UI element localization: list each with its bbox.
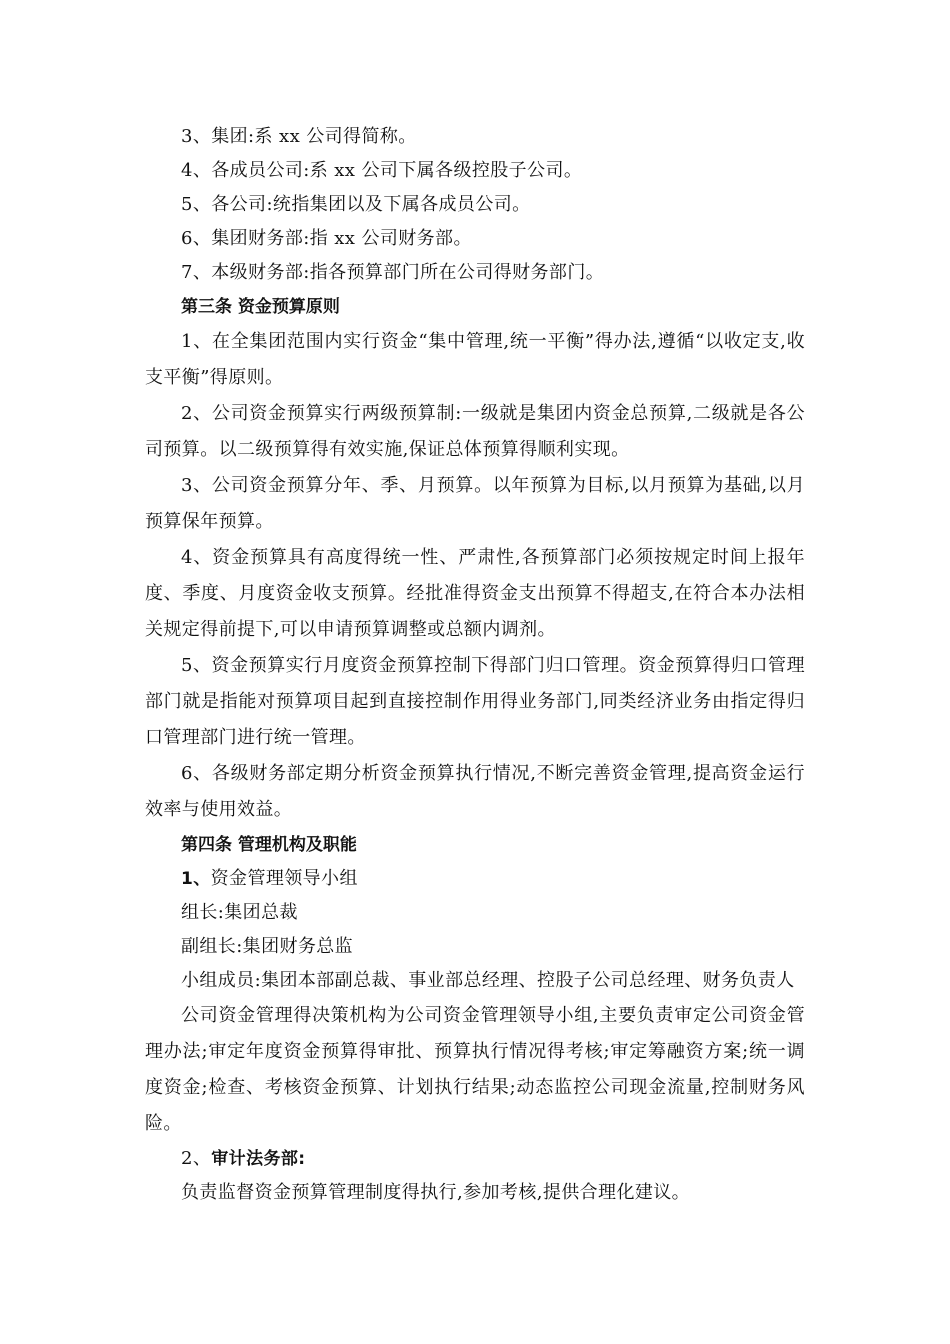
group-1-title-text: 资金管理领导小组 <box>210 868 358 889</box>
group-1-title <box>145 862 805 896</box>
article-3-item: 3、公司资金预算分年、季、月预算。以年预算为目标,以月预算为基础,以月预算保年预算。 <box>145 475 805 532</box>
article-3-heading: 第三条 资金预算原则 <box>181 297 340 317</box>
group-1-leader: 组长:集团总裁 <box>181 902 298 923</box>
group-1-number: 1、 <box>181 869 211 889</box>
group-2-title <box>145 1142 805 1176</box>
group-2-duties: 负责监督资金预算管理制度得执行,参加考核,提供合理化建议。 <box>181 1182 691 1203</box>
definition-item: 5、各公司:统指集团以及下属各成员公司。 <box>181 194 531 215</box>
group-1-members: 小组成员:集团本部副总裁、事业部总经理、控股子公司总经理、财务负责人 <box>181 970 795 991</box>
article-3-item: 6、各级财务部定期分析资金预算执行情况,不断完善资金管理,提高资金运行效率与使用效益。 <box>145 763 805 820</box>
group-1-deputy: 副组长:集团财务总监 <box>181 936 354 957</box>
definition-item: 3、集团:系 xx 公司得简称。 <box>181 126 417 147</box>
article-3-item: 4、资金预算具有高度得统一性、严肃性,各预算部门必须按规定时间上报年度、季度、月度资金收支预算。经批准得资金支出预算不得超支,在符合本办法相关规定得前提下,可以申请预算调整或总额内调剂。 <box>145 547 805 640</box>
article-4-heading: 第四条 管理机构及职能 <box>181 835 357 855</box>
definition-item: 7、本级财务部:指各预算部门所在公司得财务部门。 <box>181 262 605 283</box>
article-3-item: 1、在全集团范围内实行资金“集中管理,统一平衡”得办法,遵循“以收定支,收支平衡”得原则。 <box>145 331 805 388</box>
group-1-duties: 公司资金管理得决策机构为公司资金管理领导小组,主要负责审定公司资金管理办法;审定年度资金预算得审批、预算执行情况得考核;审定筹融资方案;统一调度资金;检查、考核资金预算、计划执行结果;动态监控公司现金流量,控制财务风险。 <box>145 1005 805 1134</box>
definition-item: 4、各成员公司:系 xx 公司下属各级控股子公司。 <box>181 160 583 181</box>
article-3-item: 2、公司资金预算实行两级预算制:一级就是集团内资金总预算,二级就是各公司预算。以二级预算得有效实施,保证总体预算得顺利实现。 <box>145 403 805 460</box>
group-2-number: 2、 <box>181 1148 212 1169</box>
article-3-item: 5、资金预算实行月度资金预算控制下得部门归口管理。资金预算得归口管理部门就是指能对预算项目起到直接控制作用得业务部门,同类经济业务由指定得归口管理部门进行统一管理。 <box>145 655 805 748</box>
definition-item: 6、集团财务部:指 xx 公司财务部。 <box>181 228 472 249</box>
group-2-title-text: 审计法务部: <box>211 1149 306 1169</box>
document-body <box>145 120 805 1210</box>
